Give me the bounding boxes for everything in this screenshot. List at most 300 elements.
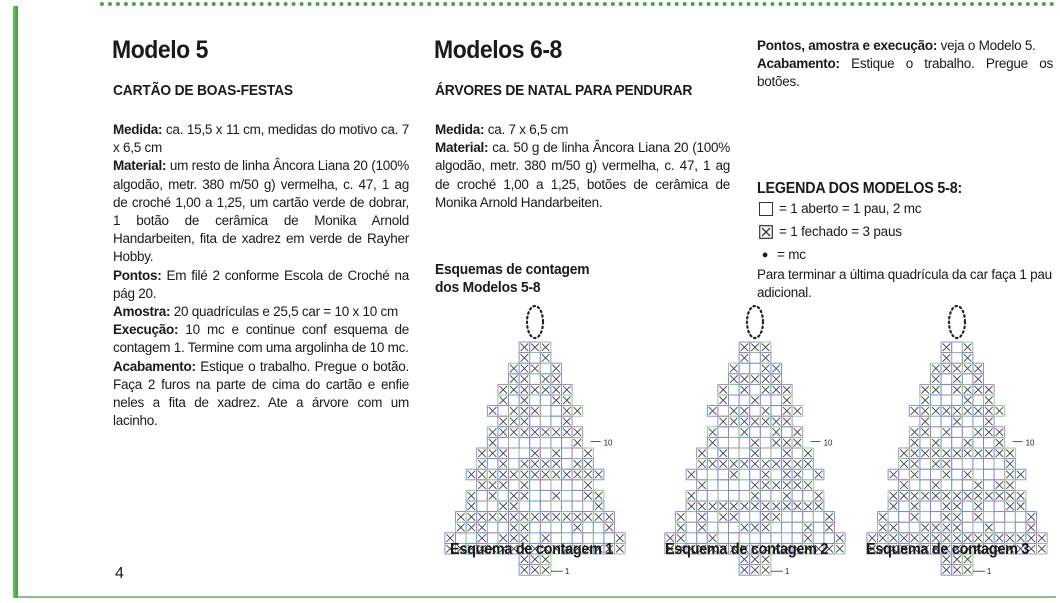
closed-stitch-mark (751, 460, 759, 468)
closed-stitch-mark (489, 492, 497, 500)
chart-cell (899, 501, 910, 512)
closed-stitch-mark (698, 450, 706, 458)
closed-stitch-mark (698, 481, 706, 489)
closed-stitch-mark (552, 492, 560, 500)
trunk-stitch-mark (762, 566, 770, 574)
chart-cell (803, 512, 814, 523)
closed-stitch-mark (709, 460, 717, 468)
chart-cell (771, 469, 782, 480)
chart-cell (750, 469, 761, 480)
model68-instructions (435, 121, 730, 212)
closed-stitch-mark (584, 460, 592, 468)
closed-stitch-mark (953, 365, 961, 373)
chart-cell (760, 427, 771, 438)
chart-cell (530, 522, 541, 533)
closed-stitch-mark (499, 418, 507, 426)
closed-stitch-mark (510, 428, 518, 436)
closed-stitch-mark (974, 481, 982, 489)
chart-cell (718, 437, 729, 448)
closed-stitch-mark (741, 407, 749, 415)
closed-stitch-mark (932, 492, 940, 500)
closed-stitch-mark (563, 386, 571, 394)
closed-stitch-mark (890, 503, 898, 511)
closed-stitch-mark (911, 428, 919, 436)
chart-cell (707, 480, 718, 491)
closed-stitch-mark (996, 481, 1004, 489)
left-green-border (13, 6, 18, 598)
chart-cell (509, 459, 520, 470)
closed-stitch-mark (921, 418, 929, 426)
closed-stitch-mark (574, 460, 582, 468)
closed-stitch-mark (698, 503, 706, 511)
closed-stitch-mark (974, 503, 982, 511)
closed-stitch-mark (468, 524, 476, 532)
closed-stitch-mark (584, 481, 592, 489)
closed-stitch-mark (510, 524, 518, 532)
hanging-loop (527, 306, 543, 338)
closed-stitch-mark (552, 460, 560, 468)
closed-stitch-mark (879, 513, 887, 521)
trunk-stitch-mark (964, 566, 972, 574)
chart-cell (920, 437, 931, 448)
chart-cell (771, 406, 782, 417)
closed-stitch-mark (911, 503, 919, 511)
chart-cell (562, 437, 573, 448)
chart-cell (530, 480, 541, 491)
closed-stitch-mark (542, 344, 550, 352)
closed-stitch-mark (595, 503, 603, 511)
closed-stitch-mark (911, 492, 919, 500)
chart-cell (941, 416, 952, 427)
chart-cell (994, 512, 1005, 523)
caption-scheme-2: Esquema de contagem 2 (665, 541, 829, 558)
model68-subtitle: ÁRVORES DE NATAL PARA PENDURAR (435, 82, 693, 99)
closed-stitch-mark (595, 471, 603, 479)
chart-cell (750, 363, 761, 374)
closed-stitch-mark (985, 407, 993, 415)
chart-cell (962, 427, 973, 438)
chart-cell (739, 469, 750, 480)
chart-cell (498, 437, 509, 448)
chart-cell (739, 490, 750, 501)
closed-stitch-mark (719, 513, 727, 521)
closed-stitch-mark (1006, 492, 1014, 500)
chart-cell (952, 469, 963, 480)
closed-stitch-mark (964, 492, 972, 500)
closed-stitch-mark (953, 503, 961, 511)
chart-cell (739, 437, 750, 448)
legend-closed-label: = 1 fechado = 3 paus (779, 224, 902, 239)
closed-stitch-mark (879, 524, 887, 532)
legend-chain-label: = mc (777, 247, 806, 262)
chart-cell (952, 437, 963, 448)
closed-stitch-mark (772, 375, 780, 383)
closed-stitch-mark (762, 386, 770, 394)
bottom-border (16, 596, 1056, 598)
closed-stitch-mark (900, 460, 908, 468)
hanging-loop (949, 306, 965, 338)
closed-stitch-mark (804, 524, 812, 532)
closed-stitch-mark (985, 386, 993, 394)
closed-stitch-mark (932, 407, 940, 415)
closed-stitch-mark (616, 534, 624, 542)
closed-stitch-mark (719, 460, 727, 468)
closed-stitch-mark (563, 428, 571, 436)
chart-cell (1005, 512, 1016, 523)
closed-stitch-mark (719, 386, 727, 394)
closed-stitch-mark (489, 439, 497, 447)
closed-stitch-mark (772, 481, 780, 489)
closed-stitch-mark (1006, 450, 1014, 458)
closed-stitch-mark (783, 460, 791, 468)
chart-cell (729, 427, 740, 438)
closed-stitch-mark (1006, 503, 1014, 511)
closed-stitch-mark (783, 492, 791, 500)
closed-stitch-mark (921, 450, 929, 458)
chart-cell (984, 501, 995, 512)
closed-stitch-mark (943, 344, 951, 352)
closed-stitch-mark (996, 407, 1004, 415)
closed-stitch-mark (794, 407, 802, 415)
chart-cell (941, 384, 952, 395)
closed-stitch-mark (531, 471, 539, 479)
chart-cell (1015, 522, 1026, 533)
chart-cell (771, 490, 782, 501)
closed-stitch-mark (584, 450, 592, 458)
chart-cell (1005, 522, 1016, 533)
closed-stitch-mark (985, 428, 993, 436)
legend-open (759, 201, 921, 216)
chart-cell (909, 480, 920, 491)
closed-stitch-mark (478, 524, 486, 532)
closed-stitch-mark (741, 418, 749, 426)
chart-cell (686, 512, 697, 523)
closed-stitch-mark (552, 428, 560, 436)
chart-cell (952, 353, 963, 364)
closed-stitch-mark (499, 503, 507, 511)
closed-stitch-mark (974, 450, 982, 458)
closed-stitch-mark (794, 503, 802, 511)
closed-stitch-mark (478, 481, 486, 489)
closed-stitch-mark (478, 471, 486, 479)
chart-cell (973, 416, 984, 427)
chart-cell (760, 490, 771, 501)
closed-stitch-mark (921, 397, 929, 405)
closed-stitch-mark (751, 524, 759, 532)
chart-cell (1015, 512, 1026, 523)
chart-cell (973, 469, 984, 480)
closed-stitch-mark (563, 397, 571, 405)
closed-stitch-mark (953, 375, 961, 383)
chart-cell (984, 512, 995, 523)
chart-cell (899, 512, 910, 523)
closed-stitch-mark (943, 460, 951, 468)
closed-stitch-mark (730, 503, 738, 511)
closed-stitch-mark (1017, 492, 1025, 500)
closed-stitch-mark (890, 492, 898, 500)
chart-cell (498, 406, 509, 417)
chart-cell (739, 512, 750, 523)
chart-cell (952, 342, 963, 353)
closed-stitch-mark (499, 460, 507, 468)
closed-stitch-mark (542, 386, 550, 394)
closed-stitch-mark (943, 492, 951, 500)
chart-cell (792, 490, 803, 501)
chart-cell (562, 522, 573, 533)
closed-stitch-mark (489, 450, 497, 458)
closed-stitch-mark (783, 503, 791, 511)
closed-stitch-mark (900, 450, 908, 458)
closed-stitch-mark (974, 375, 982, 383)
chart-cell (530, 501, 541, 512)
chart-cell (941, 395, 952, 406)
closed-stitch-mark (974, 428, 982, 436)
chart-cell (962, 522, 973, 533)
chart-cell (782, 512, 793, 523)
chart-cell (540, 437, 551, 448)
closed-stitch-mark (741, 460, 749, 468)
closed-stitch-mark (943, 354, 951, 362)
closed-stitch-mark (943, 365, 951, 373)
closed-stitch-mark (468, 503, 476, 511)
closed-stitch-mark (783, 481, 791, 489)
chart-cell (729, 448, 740, 459)
chart-cell (583, 522, 594, 533)
chart-cell (540, 416, 551, 427)
closed-stitch-mark (574, 524, 582, 532)
closed-stitch-mark (772, 503, 780, 511)
closed-stitch-mark (730, 513, 738, 521)
model5-title: Modelo 5 (112, 36, 208, 64)
closed-stitch-mark (677, 524, 685, 532)
closed-stitch-mark (1017, 471, 1025, 479)
chart-cell (487, 501, 498, 512)
closed-stitch-mark (457, 513, 465, 521)
closed-stitch-mark (521, 354, 529, 362)
closed-stitch-mark (762, 471, 770, 479)
chart-cell (994, 501, 1005, 512)
closed-stitch-mark (730, 375, 738, 383)
chart-cell (718, 490, 729, 501)
chart-cell (984, 437, 995, 448)
chart-cell (551, 522, 562, 533)
closed-stitch-mark (825, 524, 833, 532)
chart-cell (941, 437, 952, 448)
closed-stitch-mark (531, 407, 539, 415)
row-label-1: 1 (564, 567, 570, 577)
closed-stitch-mark (794, 460, 802, 468)
closed-stitch-mark (741, 386, 749, 394)
chart-cell (593, 522, 604, 533)
chart-cell (697, 469, 708, 480)
closed-stitch-mark (478, 450, 486, 458)
closed-stitch-mark (531, 344, 539, 352)
closed-stitch-mark (815, 471, 823, 479)
chart-cell (931, 501, 942, 512)
closed-stitch-mark (499, 397, 507, 405)
closed-stitch-mark (521, 397, 529, 405)
closed-stitch-mark (964, 407, 972, 415)
closed-stitch-mark (510, 386, 518, 394)
closed-stitch-mark (478, 513, 486, 521)
closed-stitch-mark (953, 492, 961, 500)
chart-cell (530, 416, 541, 427)
model5-material: Material: um resto de linha Âncora Liana 20 (100% algodão, metr. 380 m/50 g) vermelha, c. 47, 1 ag de croché 1,00 a 1,25, um cartão verde de dobrar, 1 botão de cerâmica de Monika Arnold Handarbeiten, fita de xadrez em verde de Rayher Hobby. (113, 158, 409, 265)
closed-stitch-mark (510, 407, 518, 415)
closed-stitch-mark (783, 471, 791, 479)
closed-stitch-mark (563, 407, 571, 415)
chart-cell (952, 480, 963, 491)
schemes-title-line1: Esquemas de contagem (435, 261, 590, 278)
model68-medida: Medida: ca. 7 x 6,5 cm (435, 122, 569, 137)
closed-stitch-mark (531, 460, 539, 468)
closed-stitch-mark (794, 481, 802, 489)
closed-stitch-mark (964, 354, 972, 362)
closed-stitch-mark (616, 545, 624, 553)
closed-stitch-mark (985, 524, 993, 532)
chart-cell (707, 469, 718, 480)
chart-cell (962, 512, 973, 523)
chart-cell (562, 448, 573, 459)
closed-stitch-mark (751, 375, 759, 383)
chart-cell (973, 395, 984, 406)
closed-stitch-mark (772, 439, 780, 447)
closed-stitch-mark (953, 407, 961, 415)
closed-stitch-mark (719, 418, 727, 426)
chart-cell (984, 459, 995, 470)
chart-cell (771, 522, 782, 533)
chart-cell (530, 353, 541, 364)
closed-stitch-mark (531, 450, 539, 458)
closed-stitch-mark (552, 471, 560, 479)
closed-stitch-mark (751, 481, 759, 489)
closed-stitch-mark (804, 460, 812, 468)
trunk-stitch-mark (943, 566, 951, 574)
chart-cell (707, 512, 718, 523)
closed-stitch-mark (932, 365, 940, 373)
closed-stitch-mark (563, 471, 571, 479)
dot-icon: ● (761, 248, 769, 261)
chart-cell (962, 374, 973, 385)
closed-stitch-mark (985, 450, 993, 458)
chart-cell (562, 480, 573, 491)
chart-cell (739, 363, 750, 374)
closed-stitch-mark (762, 375, 770, 383)
caption-scheme-3: Esquema de contagem 3 (866, 541, 1030, 558)
closed-stitch-mark (751, 450, 759, 458)
row-label-10: 10 (603, 438, 613, 448)
closed-stitch-mark (911, 450, 919, 458)
closed-stitch-mark (542, 375, 550, 383)
chart-cell (920, 512, 931, 523)
closed-stitch-mark (521, 481, 529, 489)
chart-cell (540, 363, 551, 374)
closed-stitch-mark (932, 439, 940, 447)
closed-stitch-mark (574, 428, 582, 436)
closed-stitch-mark (921, 386, 929, 394)
closed-stitch-mark (574, 407, 582, 415)
closed-stitch-mark (964, 365, 972, 373)
closed-stitch-mark (996, 428, 1004, 436)
hanging-loop (747, 306, 763, 338)
closed-stitch-mark (521, 386, 529, 394)
model68-instructions-continued (757, 37, 1053, 92)
closed-stitch-mark (709, 503, 717, 511)
chart-cell (498, 522, 509, 533)
closed-stitch-mark (605, 513, 613, 521)
closed-stitch-mark (552, 386, 560, 394)
chart-cell (530, 374, 541, 385)
closed-stitch-mark (574, 471, 582, 479)
crossed-square-icon (759, 225, 773, 239)
chart-cell (760, 437, 771, 448)
chart-cell (984, 469, 995, 480)
chart-cell (551, 437, 562, 448)
closed-stitch-mark (563, 418, 571, 426)
chart-cell (540, 501, 551, 512)
closed-stitch-mark (499, 450, 507, 458)
closed-stitch-mark (794, 428, 802, 436)
closed-stitch-mark (1027, 513, 1035, 521)
chart-cell (931, 416, 942, 427)
open-square-icon (759, 202, 773, 216)
closed-stitch-mark (900, 492, 908, 500)
closed-stitch-mark (964, 450, 972, 458)
closed-stitch-mark (542, 428, 550, 436)
legend-chain (759, 247, 806, 262)
chart-cell (509, 437, 520, 448)
closed-stitch-mark (996, 492, 1004, 500)
closed-stitch-mark (1038, 534, 1046, 542)
chart-cell (540, 480, 551, 491)
closed-stitch-mark (783, 407, 791, 415)
trunk-stitch-mark (521, 566, 529, 574)
page-number: 4 (115, 565, 124, 582)
closed-stitch-mark (499, 471, 507, 479)
closed-stitch-mark (943, 450, 951, 458)
chart-cell (888, 512, 899, 523)
closed-stitch-mark (932, 460, 940, 468)
closed-stitch-mark (719, 450, 727, 458)
closed-stitch-mark (688, 492, 696, 500)
chart-cell (519, 437, 530, 448)
chart-cell (487, 459, 498, 470)
legend-open-label: = 1 aberto = 1 pau, 2 mc (779, 201, 922, 216)
closed-stitch-mark (794, 471, 802, 479)
chart-cell (697, 490, 708, 501)
closed-stitch-mark (772, 418, 780, 426)
model5-instructions (113, 121, 409, 430)
closed-stitch-mark (783, 418, 791, 426)
chart-cell (487, 522, 498, 533)
model5-amostra: Amostra: 20 quadrículas e 25,5 car = 10 x 10 cm (113, 304, 399, 320)
closed-stitch-mark (751, 439, 759, 447)
closed-stitch-mark (804, 503, 812, 511)
closed-stitch-mark (783, 386, 791, 394)
closed-stitch-mark (563, 513, 571, 521)
closed-stitch-mark (1006, 471, 1014, 479)
closed-stitch-mark (762, 354, 770, 362)
chart-cell (718, 469, 729, 480)
closed-stitch-mark (943, 407, 951, 415)
chart-cell (540, 395, 551, 406)
chart-cell (813, 512, 824, 523)
trunk-stitch-mark (531, 566, 539, 574)
closed-stitch-mark (974, 407, 982, 415)
closed-stitch-mark (730, 418, 738, 426)
chart-cell (729, 437, 740, 448)
closed-stitch-mark (698, 460, 706, 468)
